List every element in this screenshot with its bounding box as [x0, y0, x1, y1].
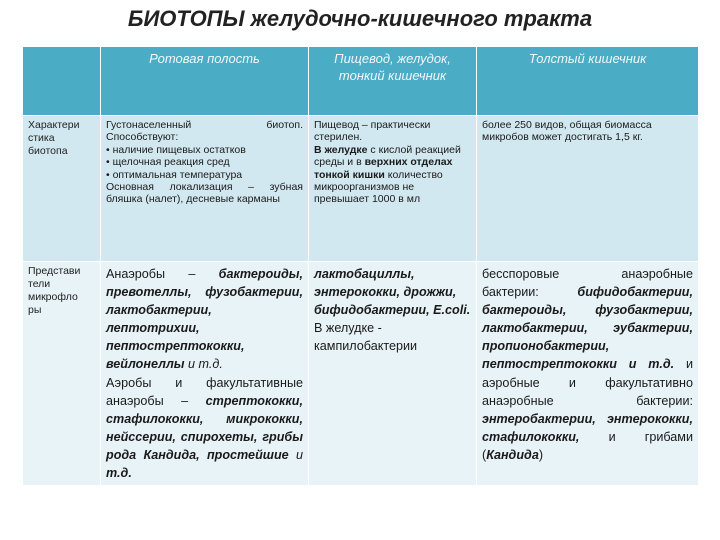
colon-anaerobes-list: бифидобактерии, бактероиды, фузобактерии, лактобактерии, эубактерии, пропионобактерии, пептострептококки и т.д. — [482, 285, 693, 372]
biotope-table — [22, 46, 699, 486]
colon-aerobes-list: энтеробактерии, энтерококки, стафилококки, — [482, 411, 693, 444]
page-title: БИОТОПЫ желудочно-кишечного тракта — [127, 6, 593, 31]
cell-colon-characteristic: более 250 видов, общая биомасса микробов может достигать 1,5 кг. — [477, 116, 699, 262]
row-characteristic — [23, 116, 699, 262]
oral-intro: Густонаселенный биотоп. Способствуют: — [106, 119, 303, 144]
colon-candida: Кандида — [486, 447, 539, 462]
esoph-text: Пищевод – практически стерилен. — [314, 119, 431, 144]
row-head-line: Характери — [28, 119, 80, 131]
oral-anaerobes-list: бактероиды, превотеллы, фузобактерии, лактобактерии, лептотрихии, пептострептококки, вейлонеллы — [106, 267, 303, 372]
row-head-microflora — [23, 262, 101, 486]
oral-outro: Основная локализация – зубная бляшка (налет), десневые карманы — [106, 181, 303, 206]
row-head-line: Представи — [28, 265, 81, 277]
row-head-line: ры — [28, 304, 42, 316]
oral-and: и — [288, 447, 303, 462]
row-head-line: стика — [28, 132, 55, 144]
oral-bullet: • оптимальная температура — [106, 169, 303, 181]
cell-oral-microflora — [101, 262, 309, 486]
esoph-stomach: В желудке — [314, 143, 368, 156]
header-corner — [23, 47, 101, 116]
cell-esophagus-characteristic — [309, 116, 477, 262]
esoph-upper-intestine: верхних отделах тонкой кишки — [314, 156, 453, 181]
colon-aerobes-label: и аэробные и факультативно анаэробные бактерии: — [482, 357, 693, 408]
esoph-flora-list: лактобациллы, энтерококки, дрожжи, бифидобактерии, E.coli. — [314, 267, 471, 318]
oral-aerobes-list: стрептококки, стафилококки, микрококки, нейссерии, спирохеты, грибы рода Кандида, простейшие — [106, 393, 303, 462]
cell-oral-characteristic — [101, 116, 309, 262]
colon-fungi-label: и грибами ( — [482, 429, 693, 462]
row-head-characteristic — [23, 116, 101, 262]
header-esophagus-stomach: Пищевод, желудок, тонкий кишечник — [309, 47, 477, 116]
header-row — [23, 47, 699, 116]
oral-bullet: • наличие пищевых остатков — [106, 144, 303, 156]
esoph-stomach-flora: В желудке - кампилобактерии — [314, 321, 418, 354]
oral-aerobes-label: Аэробы и факультативные анаэробы – — [106, 375, 303, 408]
header-oral-cavity: Ротовая полость — [101, 47, 309, 116]
colon-anaerobes-label: бесспоровые анаэробные бактерии: — [482, 267, 693, 300]
cell-colon-microflora — [477, 262, 699, 486]
oral-anaerobes-label: Анаэробы – — [106, 267, 219, 281]
row-head-line: тели — [28, 278, 51, 290]
header-colon: Толстый кишечник — [477, 47, 699, 116]
oral-bullet: • щелочная реакция сред — [106, 156, 303, 168]
row-head-line: биотопа — [28, 145, 68, 157]
row-head-line: микрофло — [28, 291, 78, 303]
cell-esophagus-microflora — [309, 262, 477, 486]
oral-etc: и т.д. — [184, 357, 223, 372]
esoph-text: с кислой реакцией среды и в — [314, 143, 461, 169]
esoph-text: количество микроорганизмов не превышает 1000 в мл — [314, 168, 443, 206]
colon-paren: ) — [538, 447, 544, 462]
oral-etc2: т.д. — [106, 466, 132, 481]
row-microflora — [23, 262, 699, 486]
